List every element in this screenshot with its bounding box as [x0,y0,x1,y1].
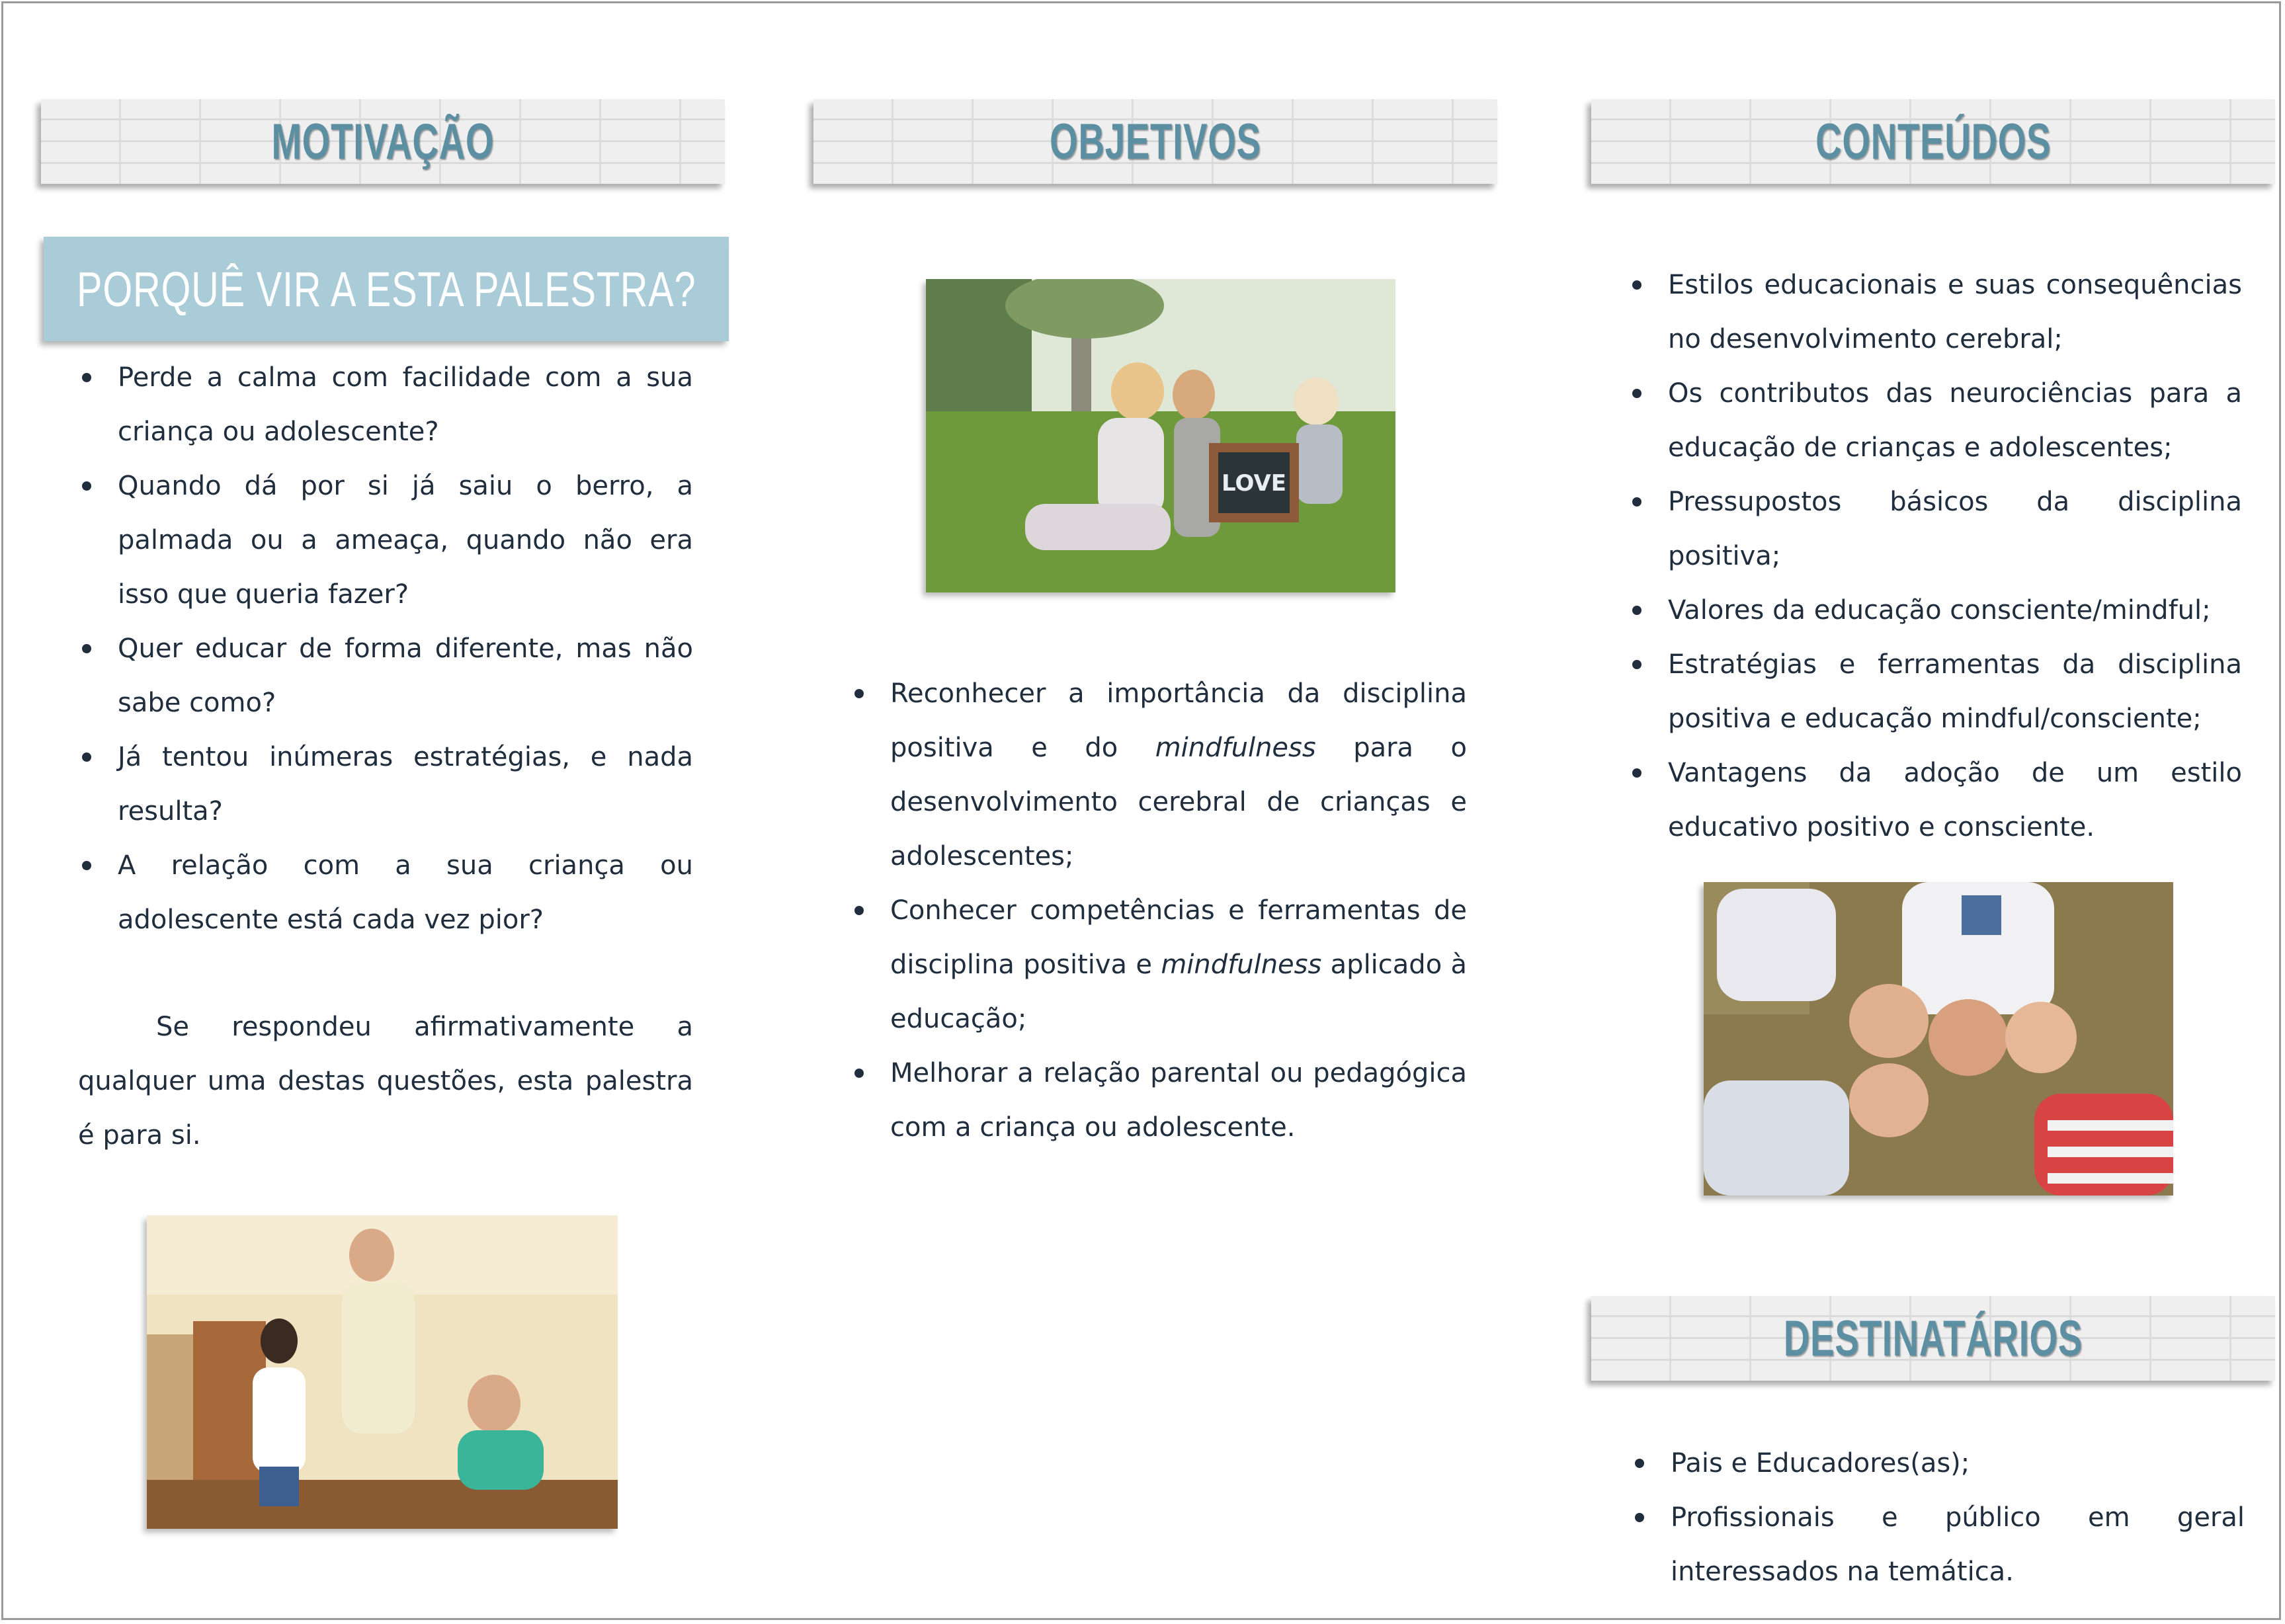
motivacao-heading: MOTIVAÇÃO [271,113,495,170]
motivacao-list [78,350,693,947]
destinatarios-banner [1591,1296,2275,1381]
list-item: Já tentou inúmeras estratégias, e nada resulta? [78,730,693,838]
motivacao-banner [41,99,725,184]
love-sign-text: LOVE [1222,470,1286,497]
list-item: Profissionais e público em geral interessados na temática. [1631,1490,2245,1599]
list-item: Pais e Educadores(as); [1631,1436,2245,1490]
conteudos-list [1628,258,2242,854]
list-item: Os contributos das neurociências para a educação de crianças e adolescentes; [1628,366,2242,475]
objetivos-heading: OBJETIVOS [1050,113,1261,170]
objetivos-banner [813,99,1497,184]
list-item: Estilos educacionais e suas consequências no desenvolvimento cerebral; [1628,258,2242,366]
destinatarios-heading: DESTINATÁRIOS [1783,1310,2083,1367]
conteudos-heading: CONTEÚDOS [1815,113,2052,170]
objetivos-list [851,667,1467,1155]
photo-children-love-sign [926,279,1395,592]
list-item: A relação com a sua criança ou adolescente está cada vez pior? [78,838,693,947]
photo-family-argument [147,1215,618,1529]
list-item: Melhorar a relação parental ou pedagógica com a criança ou adolescente. [851,1046,1467,1155]
list-item: Conhecer competências e ferramentas de disciplina positiva e mindfulness aplicado à educação; [851,883,1467,1046]
conteudos-banner [1591,99,2275,184]
list-item: Reconhecer a importância da disciplina positiva e do mindfulness para o desenvolvimento cerebral de crianças e adolescentes; [851,667,1467,883]
question-box [44,237,729,341]
motivacao-closing: Se respondeu afirmativamente a qualquer uma destas questões, esta palestra é para si. [78,1012,693,1151]
photo-family-lying-on-grass [1704,882,2173,1196]
list-item: Valores da educação consciente/mindful; [1628,583,2242,637]
list-item: Vantagens da adoção de um estilo educativo positivo e consciente. [1628,746,2242,854]
question-title: PORQUÊ VIR A ESTA PALESTRA? [76,261,696,317]
list-item: Perde a calma com facilidade com a sua criança ou adolescente? [78,350,693,459]
list-item: Pressupostos básicos da disciplina positiva; [1628,475,2242,583]
list-item: Estratégias e ferramentas da disciplina positiva e educação mindful/consciente; [1628,637,2242,746]
list-item: Quer educar de forma diferente, mas não sabe como? [78,622,693,730]
destinatarios-list [1631,1436,2245,1599]
list-item: Quando dá por si já saiu o berro, a palmada ou a ameaça, quando não era isso que queria fazer? [78,459,693,622]
